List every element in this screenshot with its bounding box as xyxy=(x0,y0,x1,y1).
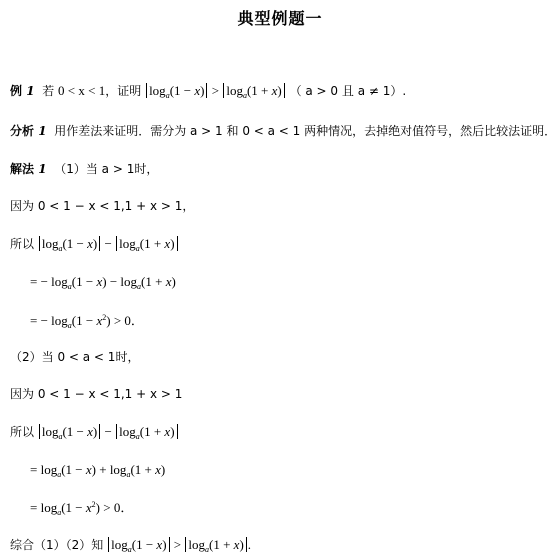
conclusion xyxy=(10,536,251,554)
example-condition: 0 < x < 1 xyxy=(58,83,106,98)
example-domain-condition: （ a > 0 且 a ≠ 1）. xyxy=(289,84,407,98)
example-label: 例 1 xyxy=(10,84,35,98)
analysis-text: 用作差法来证明．需分为 a > 1 和 0 < a < 1 两种情况，去掉绝对值符号，然后比较法证明． xyxy=(54,124,557,138)
case2-so: 所以 $\log_a(1 - x) - \log_a(1 + x)$ xyxy=(10,423,179,441)
solution-label: 解法 1 xyxy=(10,162,47,176)
page-title: 典型例题一 xyxy=(237,9,323,28)
case1-so: 所以 $\log_a(1 - x) - \log_a(1 + x)$ xyxy=(10,235,179,253)
example-statement xyxy=(10,82,406,100)
example-inequality: $\log_a(1 - x) > \log_a(1 + x)$ xyxy=(145,83,286,98)
example-text-pre: 若 xyxy=(42,84,55,98)
case2-difference-expr: $\log_a(1 - x) - \log_a(1 + x)$ xyxy=(38,424,179,439)
case2-eq2: = $\log_a(1 - x^2) > 0$． xyxy=(30,500,134,517)
case2-heading: （2）当 0 < a < 1时， xyxy=(10,350,140,364)
analysis-label: 分析 1 xyxy=(10,124,47,138)
case2-eq1: = $\log_a(1 - x) + \log_a(1 + x)$ xyxy=(30,462,166,479)
conclusion-inequality: $\log_a(1 - x) > \log_a(1 + x)$ . xyxy=(107,537,251,552)
case1-because: 因为 0 < 1 − x < 1,1 + x > 1， xyxy=(10,199,195,213)
case1-heading: （1）当 a > 1时， xyxy=(54,162,159,176)
case1-difference-expr: $\log_a(1 - x) - \log_a(1 + x)$ xyxy=(38,236,179,251)
example-text-mid: ，证明 xyxy=(105,84,142,98)
solution-header xyxy=(10,160,158,178)
case1-eq2: = − $\log_a(1 - x^2) > 0$． xyxy=(30,313,144,330)
conclusion-text: 综合（1）（2）知 xyxy=(10,538,104,552)
case2-because: 因为 0 < 1 − x < 1,1 + x > 1 xyxy=(10,387,183,401)
analysis-statement xyxy=(10,122,556,140)
case1-eq1: = − $\log_a(1 - x) - \log_a(1 + x)$ xyxy=(30,274,176,291)
